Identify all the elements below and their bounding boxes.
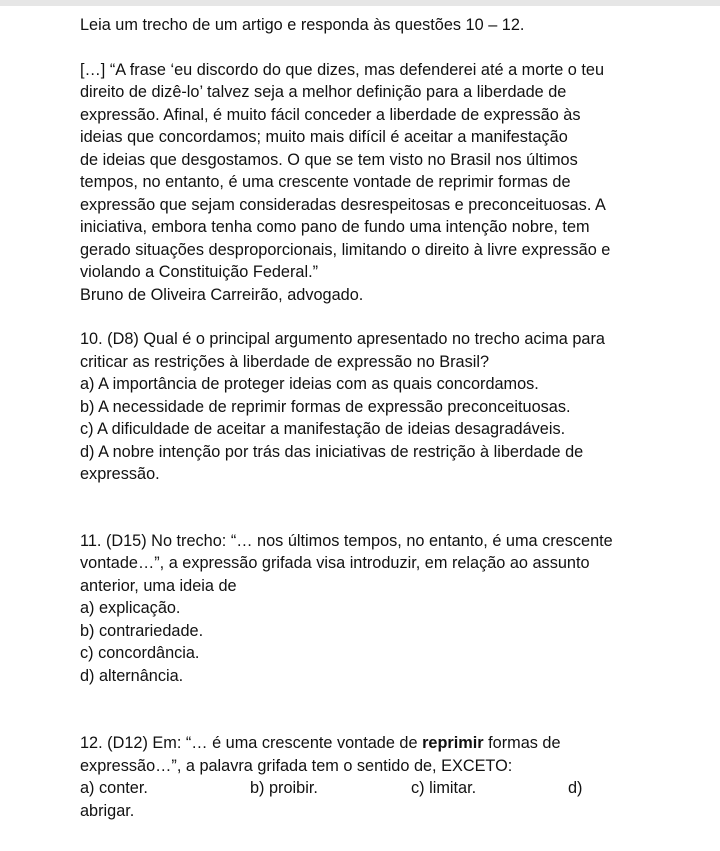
option-d-continued: abrigar. — [80, 801, 135, 820]
stem-prefix: 12. (D12) Em: “… é uma crescente vontade de — [80, 734, 423, 752]
question-11 — [80, 530, 650, 688]
excerpt-line: expressão. Afinal, é muito fácil conceder a liberdade de expressão às — [80, 105, 581, 124]
excerpt-line: ideias que concordamos; muito mais difícil é aceitar a manifestação — [80, 128, 568, 146]
question-stem: vontade…”, a expressão grifada visa introduzir, em relação ao assunto — [80, 554, 590, 572]
excerpt-line: expressão que sejam consideradas desrespeitosas e preconceituosas. A — [80, 195, 606, 214]
option-c: c) concordância. — [80, 644, 200, 662]
excerpt-author: Bruno de Oliveira Carreirão, advogado. — [80, 285, 364, 304]
question-stem: 10. (D8) Qual é o principal argumento apresentado no trecho acima para — [80, 330, 605, 348]
option-c: c) limitar. — [411, 779, 477, 797]
instruction-text: Leia um trecho de um artigo e responda às questões 10 – 12. — [80, 16, 525, 34]
excerpt-line: tempos, no entanto, é uma crescente vontade de reprimir formas de — [80, 173, 571, 191]
option-a: a) conter. — [80, 779, 148, 797]
stem-suffix: formas de — [483, 734, 561, 752]
option-d: d) alternância. — [80, 666, 184, 685]
excerpt-line: iniciativa, embora tenha como pano de fundo uma intenção nobre, tem — [80, 218, 590, 236]
spacer — [80, 306, 650, 328]
excerpt-line: direito de dizê-lo’ talvez seja a melhor definição para a liberdade de — [80, 83, 567, 101]
options-row — [80, 777, 650, 800]
option-c: c) A dificuldade de aceitar a manifestação de ideias desagradáveis. — [80, 420, 566, 438]
question-10 — [80, 328, 650, 486]
excerpt-line: gerado situações desproporcionais, limitando o direito à livre expressão e — [80, 240, 611, 259]
excerpt-line: de ideias que desgostamos. O que se tem visto no Brasil nos últimos — [80, 150, 578, 169]
spacer — [80, 37, 650, 59]
document-page — [80, 14, 650, 822]
option-b: b) proibir. — [250, 779, 318, 797]
spacer — [80, 486, 650, 530]
question-stem: 11. (D15) No trecho: “… nos últimos tempos, no entanto, é uma crescente — [80, 531, 613, 550]
option-a: a) explicação. — [80, 599, 181, 617]
article-excerpt — [80, 59, 650, 307]
option-b: b) A necessidade de reprimir formas de expressão preconceituosas. — [80, 397, 571, 416]
highlighted-word: reprimir — [422, 734, 484, 752]
question-12 — [80, 732, 650, 822]
question-stem: expressão…”, a palavra grifada tem o sentido de, EXCETO: — [80, 756, 513, 775]
excerpt-line: violando a Constituição Federal.” — [80, 263, 319, 281]
excerpt-line: […] “A frase ‘eu discordo do que dizes, mas defenderei até a morte o teu — [80, 60, 605, 79]
option-d: d) — [568, 779, 583, 797]
question-stem — [80, 732, 650, 755]
option-a: a) A importância de proteger ideias com as quais concordamos. — [80, 375, 539, 393]
option-d: d) A nobre intenção por trás das iniciativas de restrição à liberdade de — [80, 442, 584, 461]
page-top-edge — [0, 0, 720, 6]
option-b: b) contrariedade. — [80, 621, 204, 640]
question-stem: anterior, uma ideia de — [80, 576, 237, 595]
question-stem: criticar as restrições à liberdade de expressão no Brasil? — [80, 352, 490, 371]
spacer — [80, 687, 650, 732]
option-d-continued: expressão. — [80, 465, 160, 483]
